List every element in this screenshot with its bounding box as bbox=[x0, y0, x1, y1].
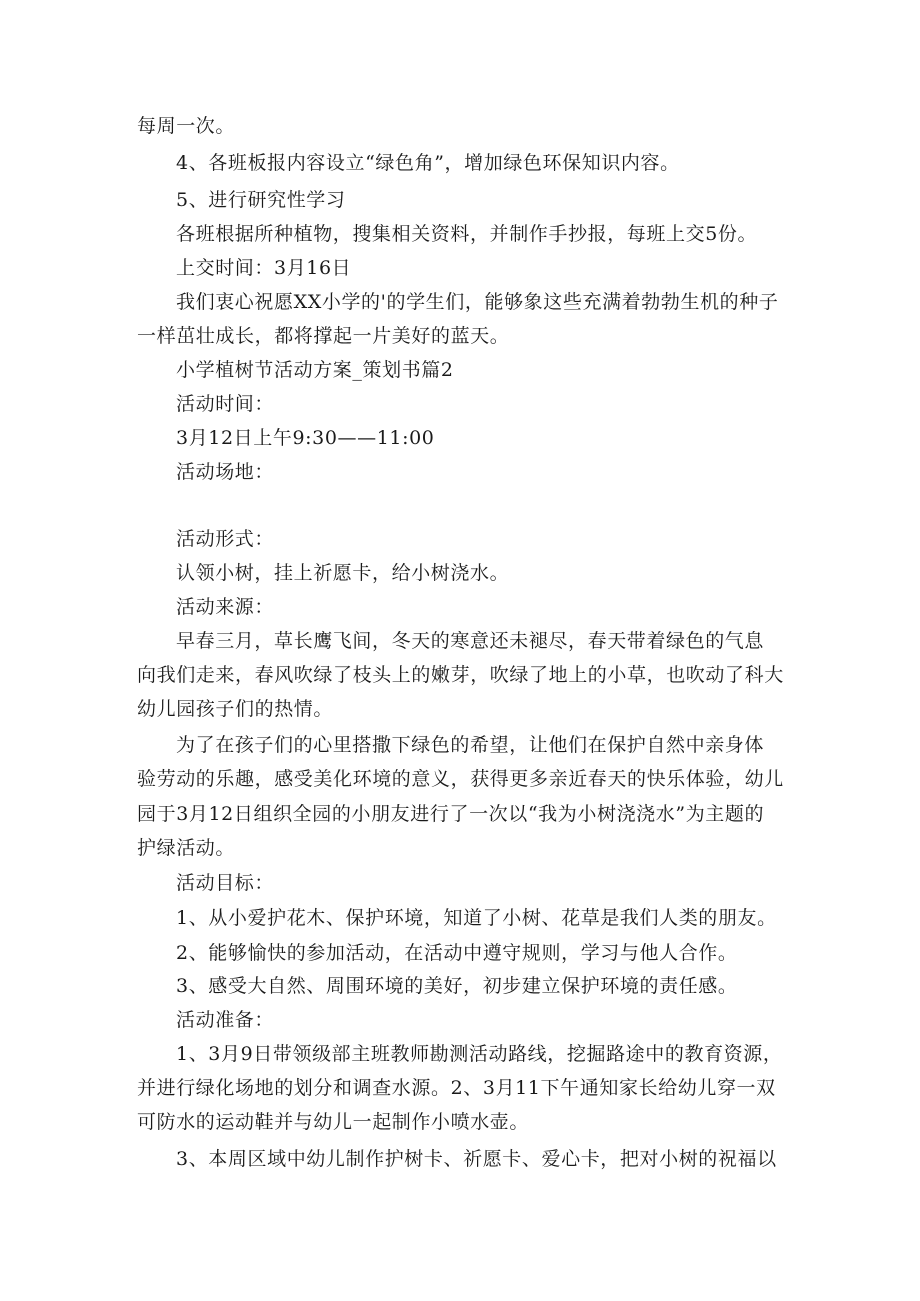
text-line: 为了在孩子们的心里搭撒下绿色的希望，让他们在保护自然中亲身体 bbox=[176, 734, 765, 756]
text-line: 各班根据所种植物，搜集相关资料，并制作手抄报，每班上交5份。 bbox=[176, 223, 758, 245]
text-line: 3、感受大自然、周围环境的美好，初步建立保护环境的责任感。 bbox=[176, 975, 738, 997]
text-line: 早春三月，草长鹰飞间，冬天的寒意还未褪尽，春天带着绿色的气息 bbox=[176, 630, 765, 652]
text-line: 幼儿园孩子们的热情。 bbox=[137, 698, 334, 720]
text-line: 可防水的运动鞋并与幼儿一起制作小喷水壶。 bbox=[137, 1111, 530, 1133]
text-line: 活动时间： bbox=[176, 393, 275, 415]
text-line: 我们衷心祝愿XX小学的'的学生们，能够象这些充满着勃勃生机的种子 bbox=[176, 291, 779, 313]
text-line: 每周一次。 bbox=[137, 115, 236, 137]
text-line: 4、各班板报内容设立“绿色角”，增加绿色环保知识内容。 bbox=[176, 152, 680, 174]
text-line: 认领小树，挂上祈愿卡，给小树浇水。 bbox=[176, 562, 510, 584]
text-line: 一样茁壮成长，都将撑起一片美好的蓝天。 bbox=[137, 325, 510, 347]
text-line: 园于3月12日组织全园的小朋友进行了一次以“我为小树浇浇水”为主题的 bbox=[137, 803, 765, 825]
text-line: 活动准备： bbox=[176, 1009, 275, 1031]
text-line: 上交时间：3月16日 bbox=[176, 257, 352, 279]
text-line: 2、能够愉快的参加活动，在活动中遵守规则，学习与他人合作。 bbox=[176, 942, 738, 964]
text-line: 活动形式： bbox=[176, 528, 275, 550]
text-line: 验劳动的乐趣，感受美化环境的意义，获得更多亲近春天的快乐体验，幼儿 bbox=[137, 768, 784, 790]
text-line: 护绿活动。 bbox=[137, 837, 236, 859]
text-line: 3月12日上午9:30——11:00 bbox=[176, 427, 435, 449]
text-line: 向我们走来，春风吹绿了枝头上的嫩芽，吹绿了地上的小草，也吹动了科大 bbox=[137, 664, 784, 686]
text-line: 1、3月9日带领级部主班教师勘测活动路线，挖掘路途中的教育资源， bbox=[176, 1043, 783, 1065]
section-heading: 小学植树节活动方案_策划书篇2 bbox=[176, 359, 454, 381]
text-line: 活动目标： bbox=[176, 872, 275, 894]
text-line: 3、本周区域中幼儿制作护树卡、祈愿卡、爱心卡，把对小树的祝福以 bbox=[176, 1148, 777, 1170]
text-line: 1、从小爱护花木、保护环境，知道了小树、花草是我们人类的朋友。 bbox=[176, 907, 777, 929]
text-line: 并进行绿化场地的划分和调查水源。2、3月11下午通知家长给幼儿穿一双 bbox=[137, 1077, 776, 1099]
text-line: 活动来源： bbox=[176, 596, 275, 618]
text-line: 活动场地： bbox=[176, 461, 275, 483]
text-line: 5、进行研究性学习 bbox=[176, 189, 346, 211]
